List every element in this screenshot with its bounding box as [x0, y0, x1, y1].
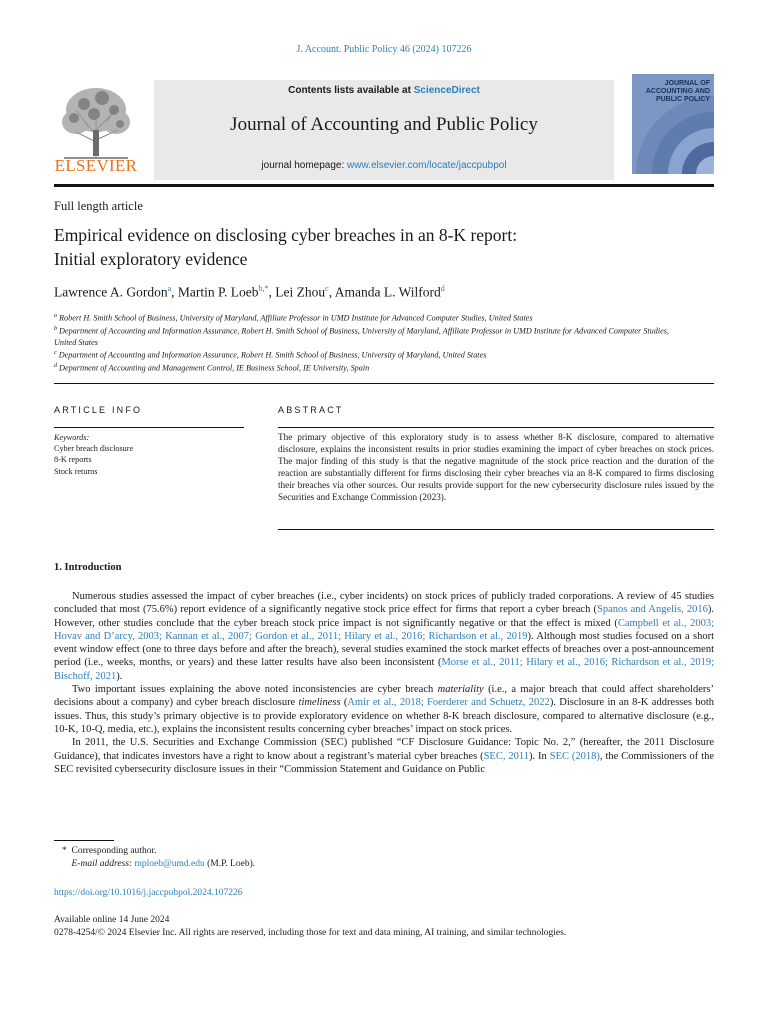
article-title-line-2: Initial exploratory evidence	[54, 249, 248, 269]
author-affiliation-marker[interactable]: b,*	[258, 284, 269, 293]
affiliation-item: $^b$ Department of Accounting and Information Assurance, Robert H. Smith School of Business, University of Maryland, Affiliate Professor in UMD Institute for Advanced Computer Studies, United States	[54, 325, 669, 347]
elsevier-wordmark: ELSEVIER	[54, 156, 138, 175]
journal-homepage-link[interactable]: www.elsevier.com/locate/jaccpubpol	[347, 160, 507, 171]
citation-link[interactable]: SEC, 2011	[483, 750, 530, 762]
footnote-divider	[54, 840, 114, 841]
cover-title: JOURNAL OF ACCOUNTING AND PUBLIC POLICY	[645, 80, 710, 103]
article-type: Full length article	[54, 199, 143, 213]
citation-link[interactable]: Amir et al., 2018; Foerderer and Schuetz, 2022	[347, 697, 550, 709]
affiliation-item: $^a$ Robert H. Smith School of Business, University of Maryland, Affiliate Professor in UMD Institute for Advanced Computer Studies, United States	[54, 313, 533, 323]
abstract-bottom-divider	[278, 529, 714, 530]
body-paragraph: In 2011, the U.S. Securities and Exchange Commission (SEC) published “CF Disclosure Guidance: Topic No. 2,” (hereafter, the 2011 Disclosure Guidance), that indicates investors have a right to know about a registrant’s material cyber breaches (SEC, 2011). In SEC (2018), the Commissioners of the SEC revisited cybersecurity disclosure issues in their “Commission Statement and Guidance on Public	[54, 737, 714, 775]
journal-title: Journal of Accounting and Public Policy	[230, 114, 538, 135]
publication-info	[54, 914, 566, 939]
author-affiliation-marker[interactable]: c	[325, 284, 329, 293]
homepage-prefix: journal homepage:	[261, 160, 348, 171]
body-text	[54, 590, 714, 776]
doi-link[interactable]: https://doi.org/10.1016/j.jaccpubpol.2024.107226	[54, 888, 243, 898]
journal-info-box	[154, 80, 614, 180]
body-paragraph: Numerous studies assessed the impact of cyber breaches (i.e., cyber incidents) on stock prices of publicly traded corporations. A review of 45 studies concluded that most (75.6%) report evidence of a significantly negative stock price effect for firms that report a cyber breach (Spanos and Angelis, 2016). However, other studies conclude that the cyber breach stock price impact is not significantly negative or that the effect is mixed (Campbell et al., 2003; Hovav and D’arcy, 2003; Kannan et al., 2007; Gordon et al., 2011; Hilary et al., 2016; Richardson et al., 2019). Although most studies focused on a short event window effect (one to three days before and after the breach), several studies examined the stock market effects of breaches over a post-announcement period (i.e., weeks, months, or years) and these latter results have also been inconsistent (Morse et al., 2011; Hilary et al., 2016; Richardson et al., 2019; Bischoff, 2021).	[54, 591, 714, 682]
author-affiliation-marker[interactable]: a	[167, 284, 172, 293]
author-name[interactable]: Lei Zhou	[275, 284, 326, 300]
affiliations-divider	[54, 383, 714, 384]
journal-citation-link[interactable]: J. Account. Public Policy 46 (2024) 107226	[296, 44, 472, 55]
abstract-heading: ABSTRACT	[278, 405, 344, 415]
available-online: Available online 14 June 2024	[54, 915, 170, 925]
author-name[interactable]: Lawrence A. Gordon	[54, 284, 168, 300]
keywords-block	[54, 432, 244, 477]
homepage-line	[154, 160, 614, 171]
keyword-item: Stock returns	[54, 466, 98, 476]
affiliation-item: $^d$ Department of Accounting and Management Control, IE Business School, IE University, Spain	[54, 363, 370, 373]
keyword-item: Cyber breach disclosure	[54, 444, 134, 454]
abstract-divider	[278, 427, 714, 428]
article-title-line-1: Empirical evidence on disclosing cyber breaches in an 8-K report:	[54, 225, 518, 245]
affiliations	[54, 311, 674, 374]
header-divider	[54, 184, 714, 187]
author-name[interactable]: Amanda L. Wilford	[334, 284, 441, 300]
keyword-item: 8-K reports	[54, 455, 92, 465]
affiliation-item: $^c$ Department of Accounting and Information Assurance, Robert H. Smith School of Business, University of Maryland, United States	[54, 350, 487, 360]
sciencedirect-link[interactable]: ScienceDirect	[413, 85, 480, 96]
article-title	[54, 223, 674, 271]
body-paragraph: Two important issues explaining the above noted inconsistencies are cyber breach materiality (i.e., a major breach that could affect shareholders’ decisions about a company) and cyber breach disclosure timeliness (Amir et al., 2018; Foerderer and Schuetz, 2022). Disclosure in an 8-K addresses both issues. Thus, this study’s primary objective is to provide exploratory evidence on whether 8-K breach disclosure, compared to alternative disclosure (e.g., 10-K, 10-Q, media, etc.), explains the inconsistent results concerning cyber breaches’ impact on stock prices.	[54, 684, 714, 735]
contents-line	[154, 85, 614, 96]
keywords-title: Keywords:	[54, 433, 90, 442]
email-note: E-mail address: mploeb@umd.edu (M.P. Loeb).	[71, 858, 256, 869]
citation-link[interactable]: Morse et al., 2011; Hilary et al., 2016; Richardson et al., 2019; Bischoff, 2021	[54, 657, 714, 682]
footnote	[62, 845, 255, 870]
article-info-divider	[54, 427, 244, 428]
contents-prefix: Contents lists available at	[288, 85, 414, 96]
article-info-heading: ARTICLE INFO	[54, 405, 143, 415]
journal-header	[54, 72, 714, 184]
author-name[interactable]: Martin P. Loeb	[177, 284, 259, 300]
journal-cover-thumbnail[interactable]	[632, 74, 714, 174]
citation-link[interactable]: Spanos and Angelis, 2016	[597, 604, 708, 616]
author-list: Lawrence A. Gordon$^a$, Martin P. Loeb$^{b,*}$, Lei Zhou$^c$, Amanda L. Wilford$^d$	[54, 284, 445, 300]
corresponding-author-note: * Corresponding author.	[62, 846, 157, 856]
section-heading-introduction: 1. Introduction	[54, 562, 122, 573]
citation-link[interactable]: SEC (2018)	[549, 750, 600, 762]
citation-link[interactable]: Campbell et al., 2003; Hovav and D’arcy, 2003; Kannan et al., 2007; Gordon et al., 2011; Hilary et al., 2016; Richardson et al., 2019	[54, 617, 714, 642]
abstract-text: The primary objective of this exploratory study is to assess whether 8-K disclosure, compared to alternative disclosure, explains the inconsistent results in prior studies examining the impact of cyber breaches on stock prices. The major finding of this study is that the negative magnitude of the stock price reaction and the duration of the reaction are substantially different for firms disclosing their cyber breaches via an 8-K compared to firms disclosing their breaches via other sources. Our results provide support for the new cybersecurity disclosure rules issued by the Securities and Exchange Commission (2023).	[278, 432, 714, 502]
email-link[interactable]: mploeb@umd.edu	[134, 858, 205, 869]
copyright-line: 0278-4254/© 2024 Elsevier Inc. All rights are reserved, including those for text and data mining, AI training, and similar technologies.	[54, 927, 567, 938]
author-affiliation-marker[interactable]: d	[440, 284, 445, 293]
